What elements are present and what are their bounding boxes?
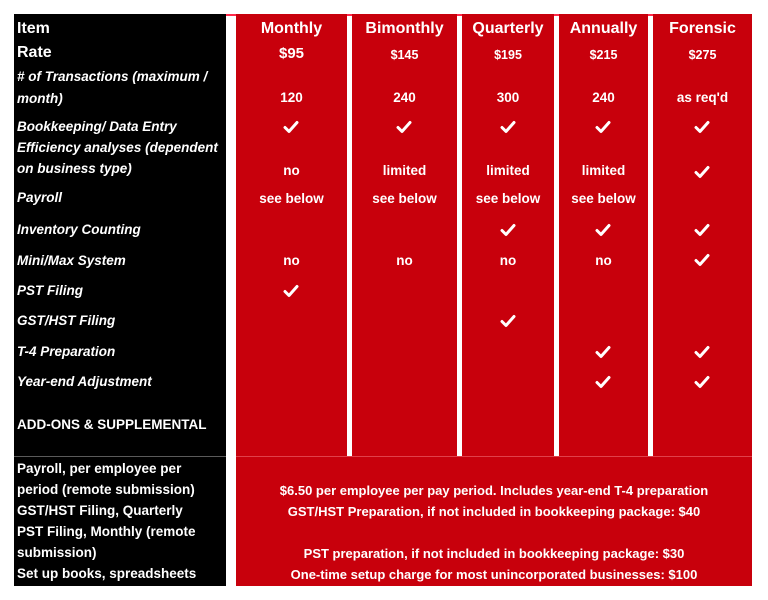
plan-header-monthly: Monthly: [260, 20, 323, 37]
checkmark-icon: [595, 222, 611, 238]
payroll-monthly: see below: [259, 191, 324, 206]
item-header: Item: [17, 20, 50, 37]
plan-header-bimonthly: Bimonthly: [365, 20, 444, 37]
payroll-quarterly: see below: [475, 191, 541, 206]
rate-label: Rate: [17, 44, 52, 61]
yearend-label: Year-end Adjustment: [17, 374, 152, 389]
checkmark-icon: [694, 164, 710, 180]
bookkeeping-label: Bookkeeping/ Data Entry: [17, 119, 177, 134]
addon-pst-label-line2: submission): [17, 545, 97, 560]
checkmark-icon: [694, 344, 710, 360]
checkmark-icon: [500, 119, 516, 135]
efficiency-quarterly: limited: [486, 163, 530, 178]
checkmark-icon: [500, 222, 516, 238]
t4-label: T-4 Preparation: [17, 344, 116, 359]
transactions-quarterly: 300: [496, 90, 520, 105]
rate-forensic: $275: [688, 48, 717, 62]
addon-gst-label: GST/HST Filing, Quarterly: [17, 503, 183, 518]
addon-pst-text: PST preparation, if not included in bookkeeping package: $30: [303, 546, 685, 561]
checkmark-icon: [595, 119, 611, 135]
checkmark-icon: [694, 119, 710, 135]
transactions-label-line2: month): [17, 91, 63, 106]
addons-divider: [14, 456, 226, 457]
plan-header-quarterly: Quarterly: [472, 20, 544, 37]
checkmark-icon: [396, 119, 412, 135]
addon-payroll-text: $6.50 per employee per pay period. Includes year-end T-4 preparation: [279, 483, 709, 498]
efficiency-label-line1: Efficiency analyses (dependent: [17, 140, 218, 155]
addons-heading: ADD-ONS & SUPPLEMENTAL: [17, 417, 207, 432]
addon-gst-text: GST/HST Preparation, if not included in bookkeeping package: $40: [287, 504, 701, 519]
addon-setup-text: One-time setup charge for most unincorporated businesses: $100: [290, 567, 698, 582]
transactions-bimonthly: 240: [393, 90, 416, 105]
pst-label: PST Filing: [17, 283, 83, 298]
pricing-table: [14, 14, 752, 586]
transactions-label-line1: # of Transactions (maximum /: [17, 69, 208, 84]
checkmark-icon: [694, 374, 710, 390]
transactions-forensic: as req'd: [676, 90, 729, 105]
transactions-monthly: 120: [280, 90, 303, 105]
checkmark-icon: [694, 222, 710, 238]
checkmark-icon: [595, 374, 611, 390]
checkmark-icon: [500, 313, 516, 329]
inventory-label: Inventory Counting: [17, 222, 141, 237]
plan-header-annually: Annually: [569, 20, 638, 37]
addon-pst-label-line1: PST Filing, Monthly (remote: [17, 524, 196, 539]
minimax-annually: no: [595, 253, 612, 268]
rate-monthly: $95: [278, 45, 305, 62]
addons-box-top-line: [236, 456, 752, 457]
checkmark-icon: [595, 344, 611, 360]
rate-annually: $215: [589, 48, 618, 62]
minimax-monthly: no: [283, 253, 300, 268]
minimax-quarterly: no: [499, 253, 517, 268]
addon-setup-label: Set up books, spreadsheets: [17, 566, 197, 581]
efficiency-label-line2: on business type): [17, 161, 132, 176]
addons-box: [236, 456, 752, 586]
plan-column-bimonthly: [352, 14, 457, 461]
efficiency-bimonthly: limited: [382, 163, 427, 178]
gst-label: GST/HST Filing: [17, 313, 116, 328]
addon-payroll-label-line2: period (remote submission): [17, 482, 195, 497]
transactions-annually: 240: [592, 90, 615, 105]
minimax-label: Mini/Max System: [17, 253, 126, 268]
plan-column-monthly: [236, 14, 347, 461]
checkmark-icon: [283, 119, 299, 135]
payroll-label: Payroll: [17, 190, 63, 205]
checkmark-icon: [694, 252, 710, 268]
rate-quarterly: $195: [494, 48, 522, 62]
checkmark-icon: [283, 283, 299, 299]
efficiency-monthly: no: [283, 163, 300, 178]
minimax-bimonthly: no: [396, 253, 413, 268]
payroll-bimonthly: see below: [372, 191, 437, 206]
rate-bimonthly: $145: [390, 48, 419, 62]
efficiency-annually: limited: [581, 163, 626, 178]
payroll-annually: see below: [571, 191, 636, 206]
plan-header-forensic: Forensic: [669, 20, 736, 37]
addon-payroll-label-line1: Payroll, per employee per: [17, 461, 182, 476]
